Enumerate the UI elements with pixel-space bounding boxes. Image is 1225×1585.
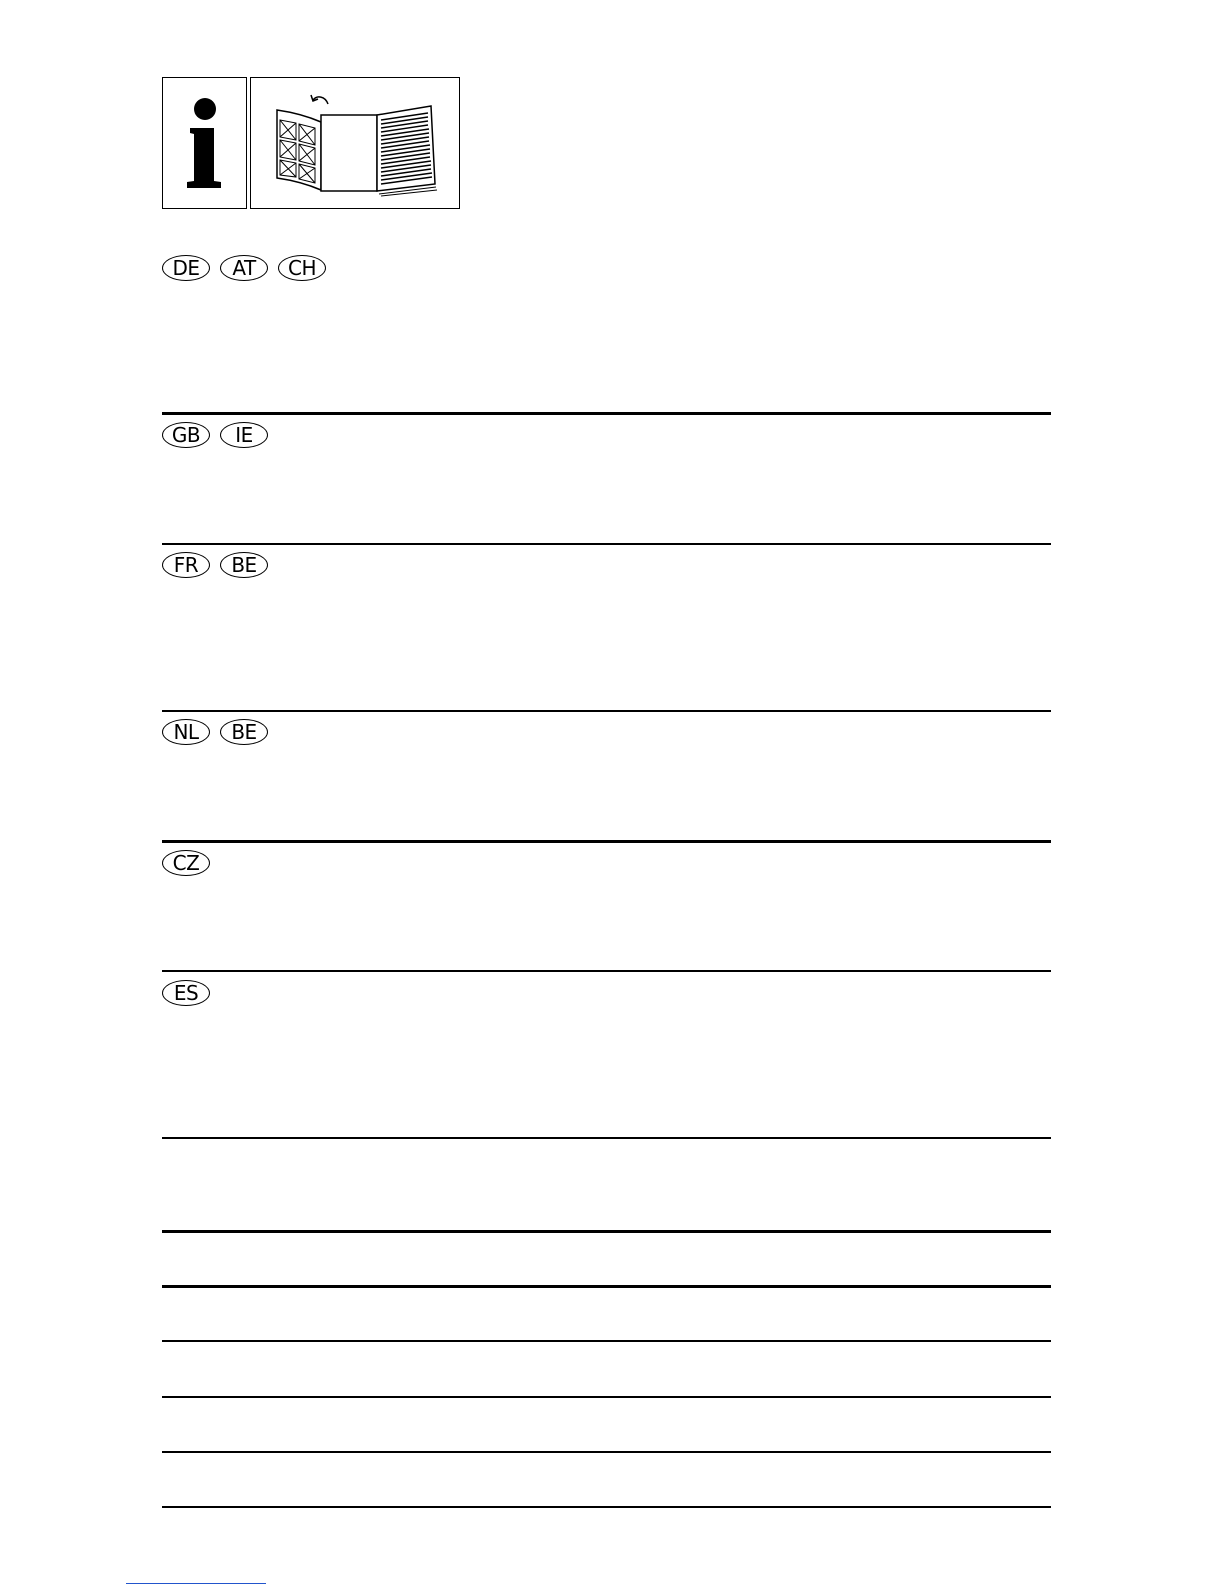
section-nl-be <box>162 719 1051 745</box>
blank-line <box>162 1451 1051 1453</box>
country-badge-nl: NL <box>162 719 210 745</box>
blank-line <box>162 1285 1051 1288</box>
footer-underline <box>126 1583 266 1584</box>
country-badges <box>162 552 1051 578</box>
country-badges <box>162 422 1051 448</box>
section-es <box>162 980 1051 1006</box>
section-divider <box>162 412 1051 415</box>
info-glyph-icon <box>163 78 248 210</box>
fold-out-page-icon <box>250 77 460 209</box>
country-badge-ie: IE <box>220 422 268 448</box>
section-gb-ie <box>162 422 1051 448</box>
country-badge-ch: CH <box>278 255 326 281</box>
section-divider <box>162 840 1051 843</box>
booklet-illustration-icon <box>251 78 461 210</box>
country-badge-fr: FR <box>162 552 210 578</box>
country-badge-cz: CZ <box>162 850 210 876</box>
section-divider <box>162 543 1051 545</box>
country-badge-be: BE <box>220 552 268 578</box>
country-badges <box>162 255 1051 281</box>
blank-line <box>162 1506 1051 1508</box>
section-fr-be <box>162 552 1051 578</box>
country-badge-be: BE <box>220 719 268 745</box>
country-badges <box>162 980 1051 1006</box>
blank-line <box>162 1396 1051 1398</box>
country-badge-at: AT <box>220 255 268 281</box>
section-divider <box>162 710 1051 712</box>
info-icon <box>162 77 247 209</box>
blank-line <box>162 1340 1051 1342</box>
section-de-at-ch <box>162 255 1051 281</box>
section-divider <box>162 1137 1051 1139</box>
country-badge-gb: GB <box>162 422 210 448</box>
country-badges <box>162 719 1051 745</box>
section-cz <box>162 850 1051 876</box>
country-badge-de: DE <box>162 255 210 281</box>
section-divider <box>162 970 1051 972</box>
country-badges <box>162 850 1051 876</box>
country-badge-es: ES <box>162 980 210 1006</box>
blank-line <box>162 1230 1051 1233</box>
